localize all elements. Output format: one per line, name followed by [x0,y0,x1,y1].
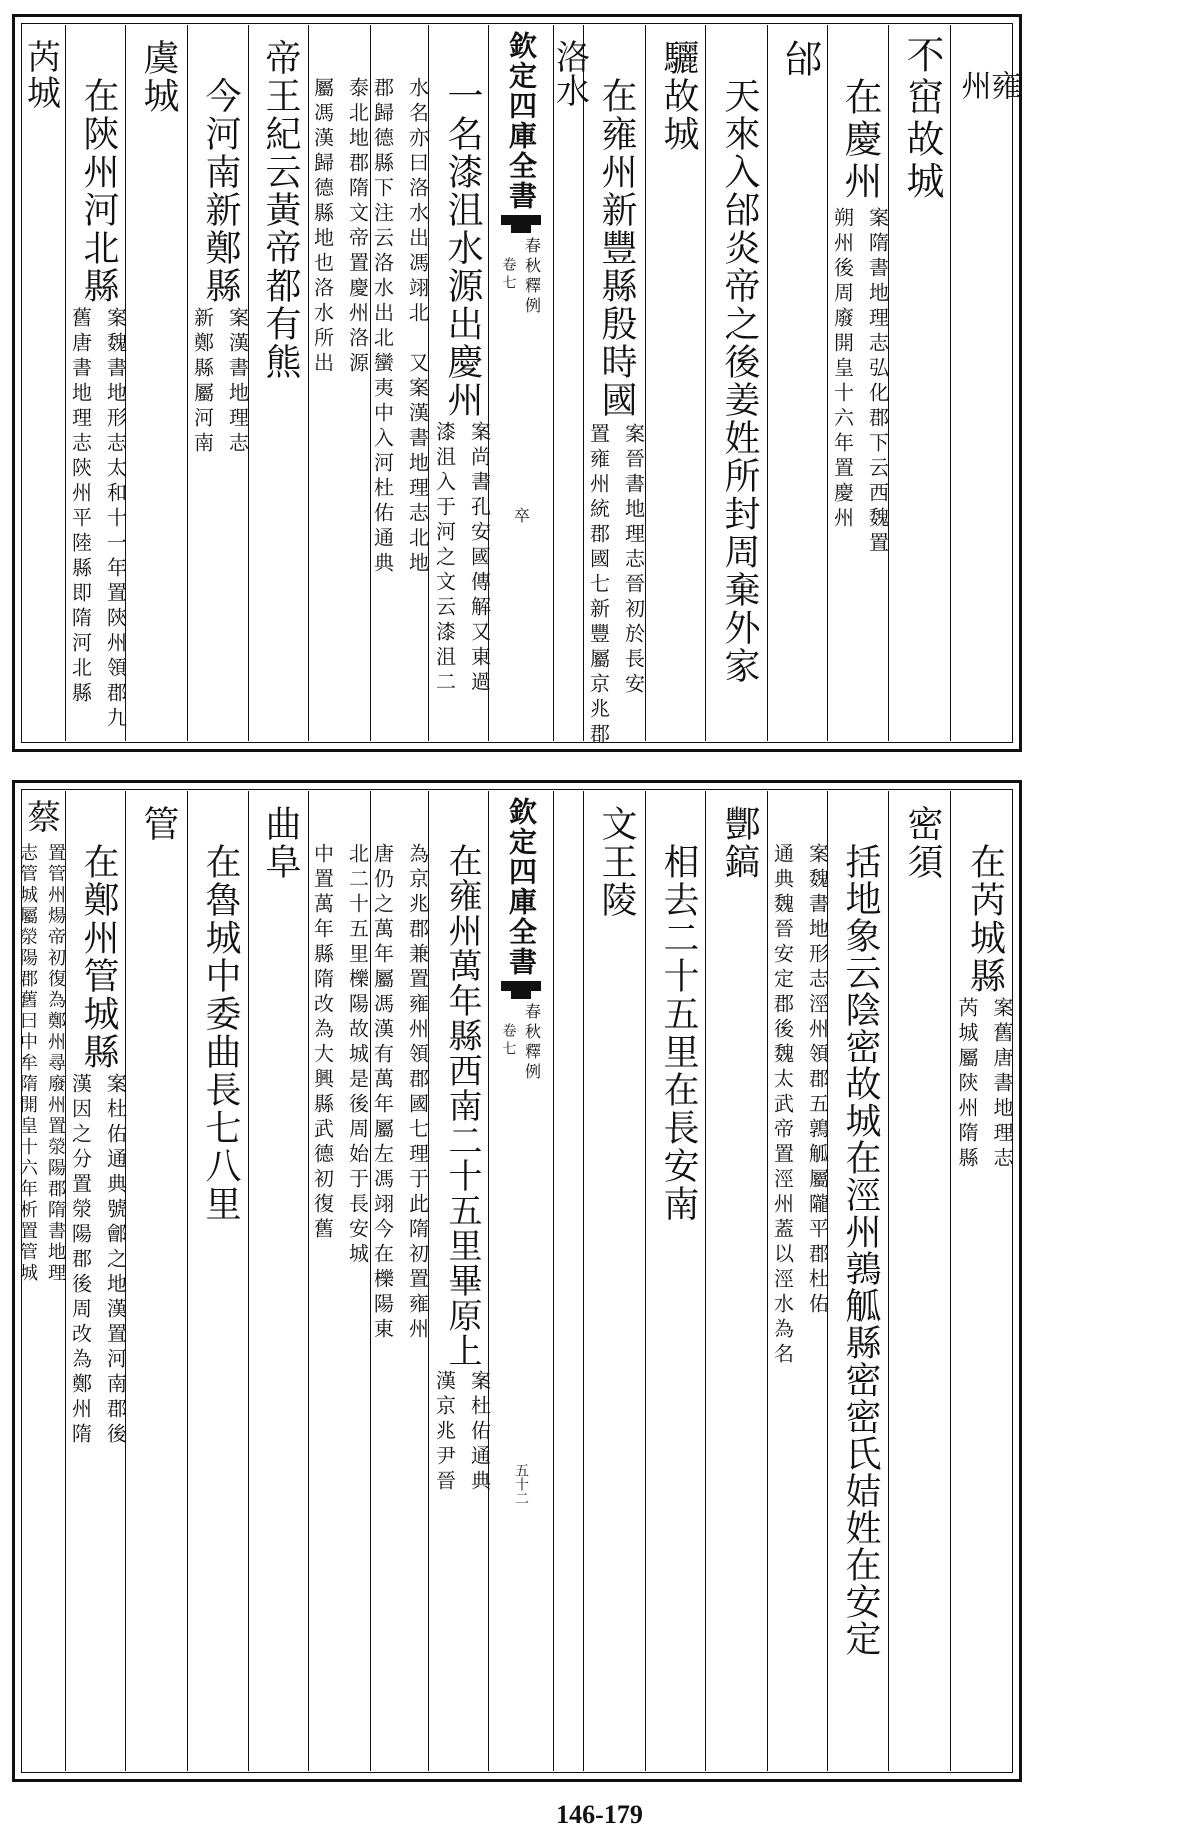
entry-title: 蔡 [20,799,61,833]
annotation: 中置萬年縣隋改為大興縣武德初復舊 [310,843,335,1243]
annotation: 案杜佑通典 [467,1370,492,1495]
entry-title: 洛水 [549,39,590,107]
volume-name: 春秋釋例 [522,1003,542,1083]
bottom-col-4 [712,805,767,881]
top-col-11 [190,77,250,457]
bottom-col-3 [770,843,830,1368]
fishtail-mark [501,981,541,999]
entry-title: 曲阜 [260,805,301,881]
entry-title: 虞城 [138,39,179,115]
annotation: 漢京兆尹晉 [432,1370,457,1495]
entry-text: 在慶州 [838,77,882,203]
annotation: 屬馮漢歸德縣地也洛水所出 [310,77,335,377]
entry-text: 在魯城中委曲長七八里 [200,843,241,1223]
entry-title: 酆鎬 [719,805,760,881]
bottom-col-8 [370,843,430,1343]
entry-text: 括地象云陰密故城在涇州鶉觚縣密密氏姞姓在安定 [840,843,881,1657]
annotation: 新鄭縣屬河南 [190,307,215,457]
fishtail-mark [501,215,541,233]
annotation: 為京兆郡兼置雍州領郡國七理于此隋初置雍州 [405,843,430,1343]
top-col-2 [830,77,890,557]
bottom-col-7 [432,843,492,1495]
top-col-12 [131,39,186,115]
bottom-col-6 [589,805,644,919]
annotation: 案尚書孔安國傳解又東過 [467,421,492,696]
annotation: 置管州煬帝初復為鄭州尋廢州置滎陽郡隋書地理 [45,843,66,1284]
annotation: 案舊唐書地理志 [990,997,1014,1172]
top-col-1 [895,35,950,203]
annotation: 泰北地郡隋文帝置慶州洛源 [345,77,370,377]
top-center-band [490,31,552,523]
top-col-14 [19,39,63,111]
entry-title: 不窋故城 [900,35,944,203]
entry-title: 密須 [902,805,943,881]
annotation: 案魏書地形志涇州領郡五鶉觚屬隴平郡杜佑 [805,843,830,1318]
page-footer-number: 146-179 [556,1800,643,1829]
annotation: 通典魏晉安定郡後魏太武帝置涇州蓋以涇水為名 [770,843,795,1368]
top-page [12,14,1022,752]
annotation: 朔州後周廢開皇十六年置慶州 [830,207,855,532]
annotation: 案杜佑通典號鄶之地漢置河南郡後 [103,1073,128,1448]
entry-text: 天來入邰炎帝之後姜姓所封周棄外家 [719,77,760,685]
bottom-col-0 [955,843,1015,1172]
volume-number: 卷七 [500,257,517,293]
entry-text: 帝王紀云黃帝都有熊 [260,39,301,381]
top-col-3 [773,39,828,77]
entry-title: 邰 [778,39,822,77]
entry-title: 驪故城 [658,39,699,153]
bottom-col-13 [68,843,128,1448]
volume-name: 春秋釋例 [522,237,542,317]
volume-number: 卷七 [500,1023,517,1059]
bottom-col-11 [193,843,248,1223]
bottom-center-band [490,797,552,1505]
running-title: 欽定四庫全書 [505,31,538,211]
running-title: 欽定四庫全書 [505,797,538,977]
top-col-4 [712,77,767,685]
bottom-col-12 [131,805,186,841]
top-col-0 [955,69,1021,105]
annotation: 置雍州統郡國七新豐屬京兆郡 [586,423,611,748]
bottom-col-5 [651,843,706,1223]
annotation: 舊唐書地理志陝州平陸縣即隋河北縣 [68,307,93,707]
heading-yongzhou: 雍州 [955,70,1021,104]
entry-text: 在雍州萬年縣西南二十五里畢原上 [442,843,482,1368]
bottom-col-14 [17,843,66,1284]
entry-text: 在陝州河北縣 [78,77,119,305]
entry-title: 芮城 [20,39,61,111]
entry-text: 相去二十五里在長安南 [658,843,699,1223]
annotation: 案隋書地理志弘化郡下云西魏置 [865,207,890,557]
entry-text: 一名漆沮水源出慶州 [442,77,483,419]
top-col-9 [370,77,430,577]
annotation: 芮城屬陝州隋縣 [955,997,979,1172]
folio-number: 卒 [511,507,531,523]
entry-text: 在芮城縣 [964,843,1006,995]
annotation: 北二十五里櫟陽故城是後周始于長安城 [345,843,370,1268]
annotation: 漢因之分置滎陽郡後周改為鄭州隋 [68,1073,93,1448]
annotation: 案晉書地理志晉初於長安 [621,423,646,698]
entry-text: 在鄭州管城縣 [78,843,119,1071]
folio-number: 五十二 [513,1463,529,1505]
top-col-10 [253,39,308,381]
top-col-6 [586,77,646,748]
entry-text: 今河南新鄭縣 [200,77,241,305]
top-col-7 [549,39,590,107]
bottom-col-2 [833,843,888,1657]
entry-title: 管 [138,805,179,841]
top-col-8 [432,77,492,696]
bottom-col-15 [19,799,63,833]
annotation: 志管城屬滎陽郡舊曰中牟隋開皇十六年析置管城 [17,843,38,1284]
annotation: 唐仍之萬年屬馮漢有萬年屬左馮翊今在櫟陽東 [370,843,395,1343]
annotation: 郡歸德縣下注云洛水出北蠻夷中入河杜佑通典 [370,77,395,577]
bottom-col-1 [895,805,950,881]
top-col-9b [310,77,370,377]
entry-title: 文王陵 [596,805,637,919]
bottom-col-10 [253,805,308,881]
annotation: 漆沮入于河之文云漆沮二 [432,421,457,696]
top-col-13 [68,77,128,732]
bottom-col-9 [310,843,370,1268]
entry-text: 在雍州新豐縣殷時國 [596,77,637,419]
bottom-page [12,780,1022,1782]
annotation: 水名亦曰洛水出馮翊北 又案漢書地理志北地 [405,77,430,577]
annotation: 案魏書地形志太和十一年置陝州領郡九 [103,307,128,732]
annotation: 案漢書地理志 [225,307,250,457]
top-col-5 [651,39,706,153]
